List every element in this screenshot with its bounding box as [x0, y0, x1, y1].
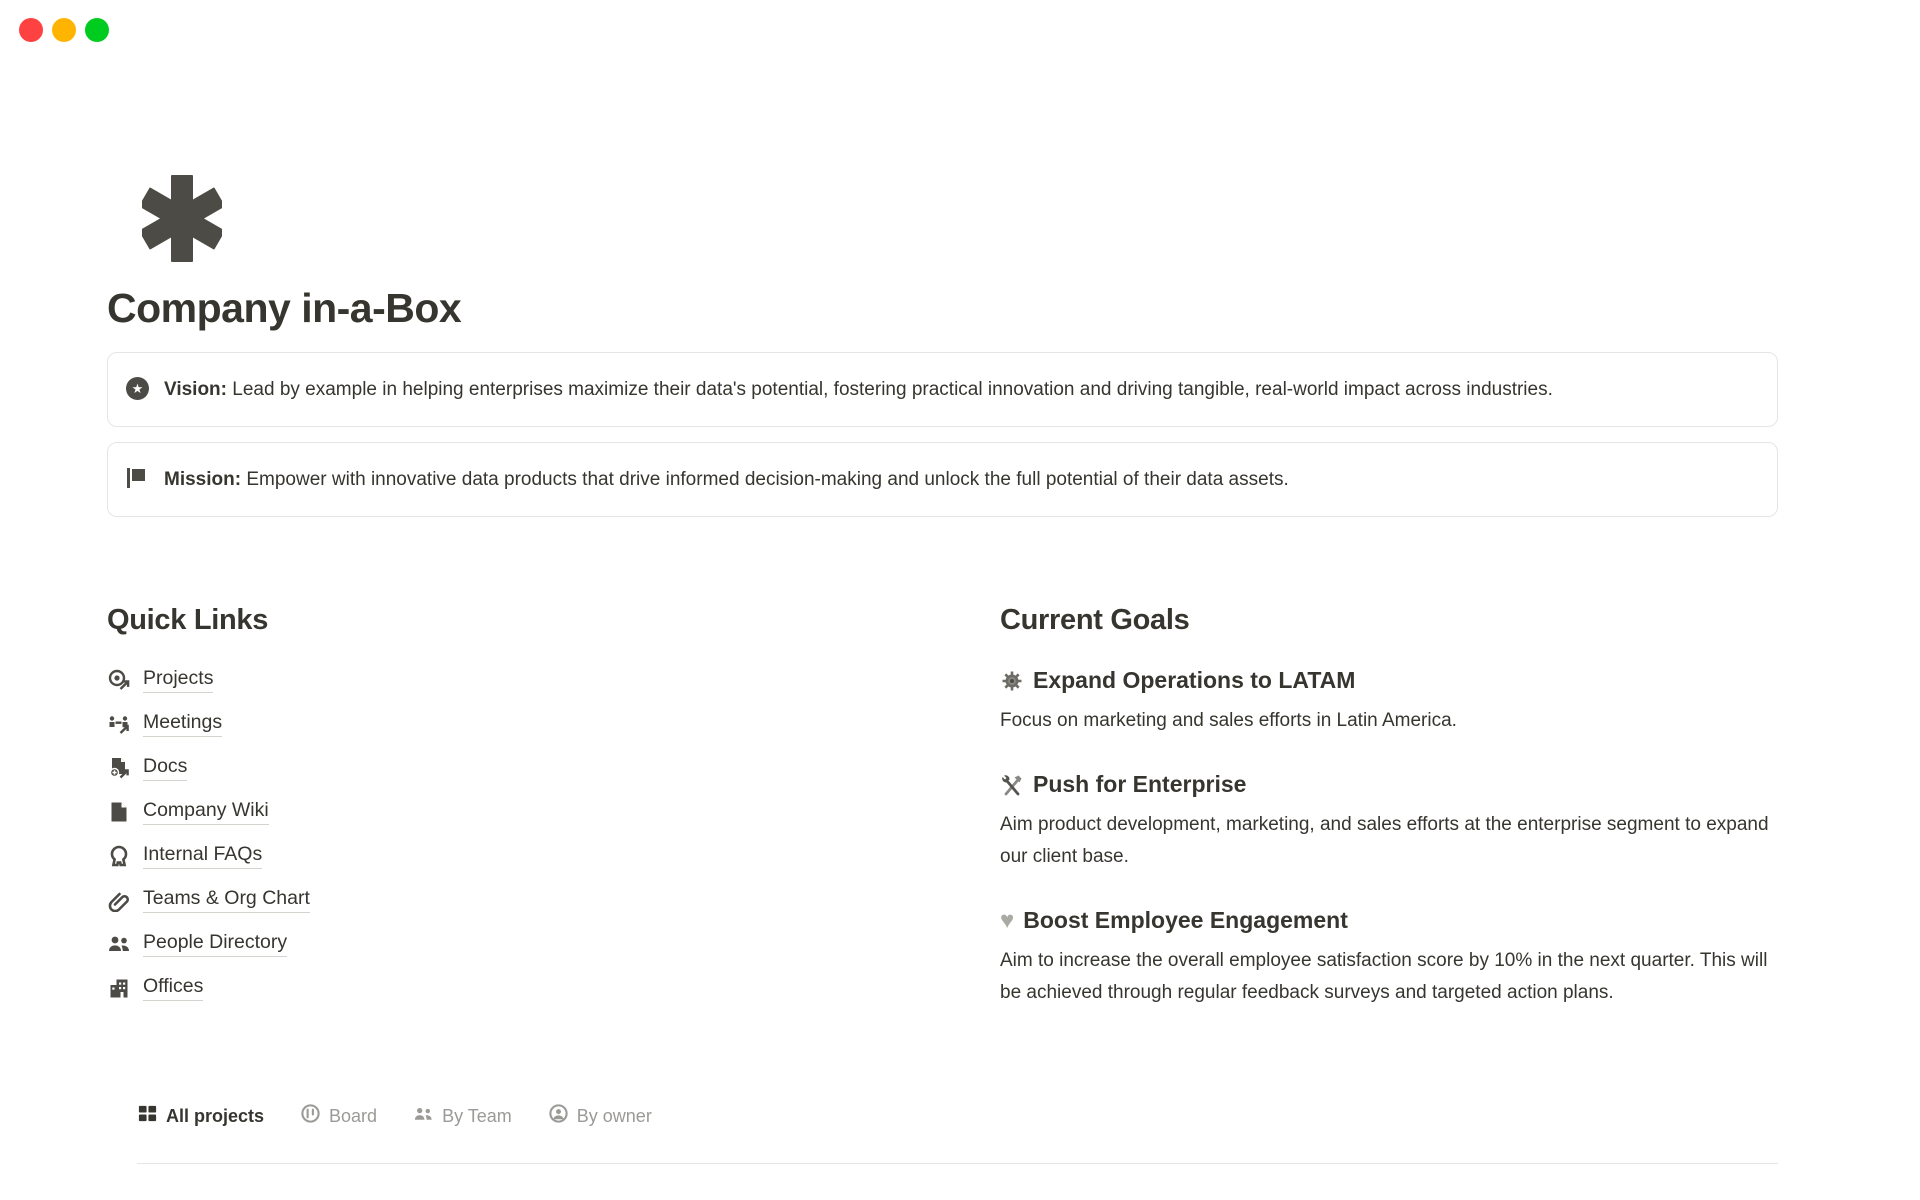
goal-title — [1000, 905, 1778, 936]
list-item — [107, 797, 950, 826]
mission-label: Mission: — [164, 469, 242, 490]
goal-title-text: Expand Operations to LATAM — [1033, 667, 1356, 693]
mission-callout[interactable] — [107, 442, 1778, 517]
link-projects[interactable]: Projects — [143, 667, 213, 693]
list-item — [107, 929, 950, 958]
list-item — [107, 709, 950, 738]
goal-description: Aim product development, marketing, and sales efforts at the enterprise segment to expand our client base. — [1000, 814, 1769, 867]
gear-icon — [1000, 669, 1024, 693]
goal-expand-latam — [1000, 665, 1778, 737]
list-item — [107, 973, 950, 1002]
link-meetings[interactable]: Meetings — [143, 711, 222, 737]
tab-all-projects[interactable] — [137, 1103, 264, 1129]
hammer-wrench-icon — [1000, 773, 1024, 797]
head-profile-icon — [107, 844, 131, 868]
goal-title — [1000, 769, 1778, 800]
document-plus-arrow-icon — [107, 756, 131, 780]
goal-title — [1000, 665, 1778, 696]
tab-by-team[interactable] — [413, 1103, 512, 1129]
link-people-directory[interactable]: People Directory — [143, 931, 287, 957]
tab-label: By owner — [576, 1105, 652, 1126]
view-tabs-bar — [137, 1103, 1778, 1164]
goal-push-enterprise — [1000, 769, 1778, 873]
list-item — [107, 841, 950, 870]
link-docs[interactable]: Docs — [143, 755, 187, 781]
team-icon — [413, 1103, 434, 1129]
link-teams-org-chart[interactable]: Teams & Org Chart — [143, 887, 310, 913]
owner-icon — [548, 1103, 569, 1129]
vision-callout[interactable] — [107, 352, 1778, 427]
vision-text — [164, 373, 1553, 406]
tab-label: Board — [329, 1105, 378, 1126]
two-column-layout — [107, 565, 1778, 1017]
current-goals-heading: Current Goals — [1000, 604, 1190, 636]
goal-employee-engagement — [1000, 905, 1778, 1009]
close-button[interactable] — [19, 18, 43, 42]
vision-body: Lead by example in helping enterprises maximize their data's potential, fostering practical innovation and driving tangible, real-world impact across industries. — [232, 379, 1553, 400]
tab-label: By Team — [442, 1105, 512, 1126]
building-icon — [107, 976, 131, 1000]
flag-icon — [126, 467, 150, 491]
star-circle-icon: ★ — [126, 377, 150, 401]
mission-body: Empower with innovative data products that drive informed decision-making and unlock the full potential of their data assets. — [246, 469, 1289, 490]
list-item — [107, 885, 950, 914]
board-icon — [300, 1103, 321, 1129]
vision-label: Vision: — [164, 379, 227, 400]
meeting-people-arrow-icon — [107, 712, 131, 736]
page-icon — [107, 800, 131, 824]
quick-links-heading: Quick Links — [107, 604, 269, 636]
list-item — [107, 665, 950, 694]
page-title: Company in-a-Box — [107, 285, 462, 331]
quick-links-list — [107, 665, 950, 1002]
asterisk-page-icon[interactable] — [142, 175, 222, 262]
mission-text — [164, 463, 1289, 496]
tab-label: All projects — [166, 1105, 265, 1126]
target-arrow-icon — [107, 668, 131, 692]
paperclip-icon — [107, 888, 131, 912]
minimize-button[interactable] — [52, 18, 76, 42]
zoom-button[interactable] — [85, 18, 109, 42]
goal-description: Aim to increase the overall employee satisfaction score by 10% in the next quarter. This will be achieved through regular feedback surveys and targeted action plans. — [1000, 950, 1768, 1003]
goal-description: Focus on marketing and sales efforts in Latin America. — [1000, 710, 1457, 731]
goal-title-text: Push for Enterprise — [1033, 771, 1247, 797]
quick-links-column — [107, 565, 950, 1017]
table-grid-icon — [137, 1103, 158, 1129]
gray-heart-icon: ♥ — [1000, 906, 1015, 934]
people-icon — [107, 932, 131, 956]
tab-by-owner[interactable] — [548, 1103, 652, 1129]
current-goals-column — [1000, 565, 1778, 1017]
link-offices[interactable]: Offices — [143, 975, 203, 1001]
window-controls — [19, 18, 109, 42]
goal-title-text: Boost Employee Engagement — [1023, 907, 1348, 933]
list-item — [107, 753, 950, 782]
link-internal-faqs[interactable]: Internal FAQs — [143, 843, 262, 869]
link-company-wiki[interactable]: Company Wiki — [143, 799, 269, 825]
tab-board[interactable] — [300, 1103, 377, 1129]
